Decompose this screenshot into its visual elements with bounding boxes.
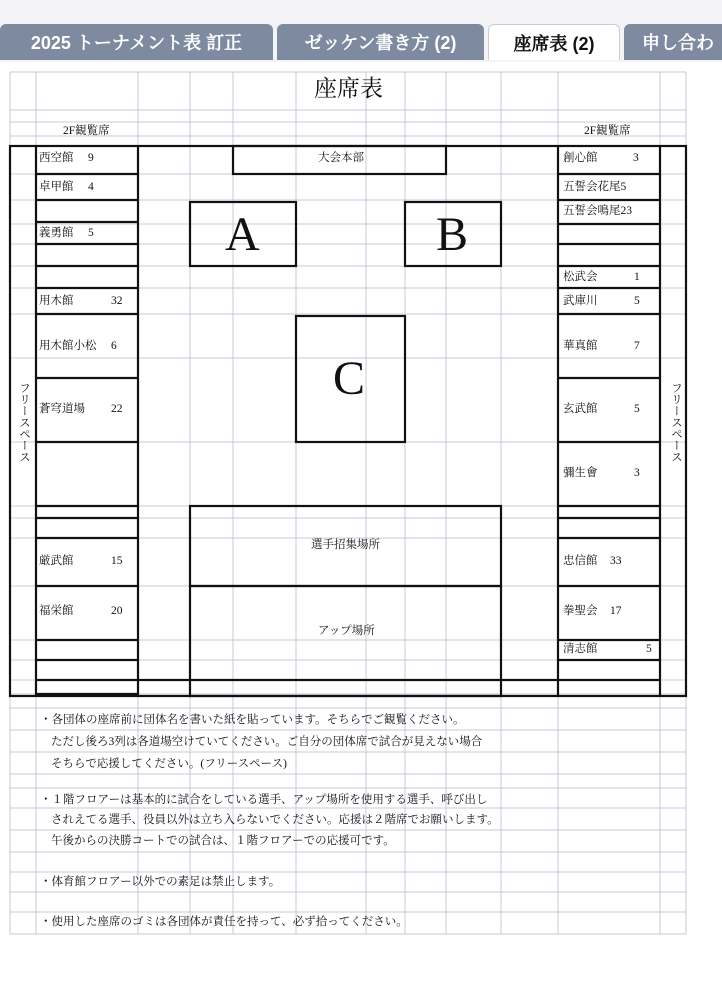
note-line: そちらで応援してください。(フリースペース) bbox=[51, 758, 287, 770]
left-club-name: 義勇館 bbox=[39, 227, 74, 239]
right-club-name: 武庫川 bbox=[563, 295, 598, 307]
right-club-count: 7 bbox=[634, 340, 640, 352]
court-a-label: A bbox=[225, 208, 260, 261]
left-club-count: 4 bbox=[88, 181, 94, 193]
sheet-title: 座席表 bbox=[314, 76, 383, 101]
right-club-count: 3 bbox=[634, 467, 640, 479]
free-space-label-right: フリースペース bbox=[670, 382, 682, 463]
player-gathering-area-label: 選手招集場所 bbox=[311, 539, 380, 551]
balcony-label-left: 2F観覧席 bbox=[63, 125, 110, 137]
right-club-name: 五誓会花尾5 bbox=[563, 181, 627, 193]
left-club-name: 用木館 bbox=[39, 295, 74, 307]
grid-and-layout-lines bbox=[0, 62, 722, 1000]
free-space-label-left: フリースペース bbox=[18, 382, 30, 463]
left-club-name: 福栄館 bbox=[39, 605, 74, 617]
left-club-name: 卓甲館 bbox=[39, 181, 74, 193]
right-club-name: 創心館 bbox=[563, 152, 598, 164]
left-club-count: 9 bbox=[88, 152, 94, 164]
right-club-count: 5 bbox=[634, 403, 640, 415]
balcony-label-right: 2F観覧席 bbox=[584, 125, 631, 137]
left-club-count: 22 bbox=[111, 403, 123, 415]
left-club-name: 蒼穹道場 bbox=[39, 403, 85, 415]
left-club-count: 15 bbox=[111, 555, 123, 567]
note-line: ・体育館フロアー以外での素足は禁止します。 bbox=[40, 876, 281, 888]
right-club-count: 1 bbox=[634, 271, 640, 283]
left-club-count: 20 bbox=[111, 605, 123, 617]
left-club-count: 5 bbox=[88, 227, 94, 239]
right-club-name: 玄武館 bbox=[563, 403, 598, 415]
note-line: ・使用した座席のゴミは各団体が責任を持って、必ず拾ってください。 bbox=[40, 916, 408, 928]
note-line: 午後からの決勝コートでの試合は、１階フロアーでの応援可です。 bbox=[51, 835, 395, 847]
left-club-name: 厳武館 bbox=[39, 555, 74, 567]
right-club-count: 3 bbox=[633, 152, 639, 164]
sheet-tab-bar bbox=[0, 0, 722, 62]
right-club-count: 17 bbox=[610, 605, 622, 617]
right-club-count: 5 bbox=[634, 295, 640, 307]
right-club-name: 松武会 bbox=[563, 271, 598, 283]
right-club-name: 華真館 bbox=[563, 340, 598, 352]
right-club-name: 五誓会鳴尾23 bbox=[563, 205, 632, 217]
right-club-name: 彌生會 bbox=[563, 467, 598, 479]
left-club-name: 西空館 bbox=[39, 152, 74, 164]
right-club-name: 清志館 bbox=[563, 643, 598, 655]
left-club-name: 用木館小松 bbox=[39, 340, 97, 352]
note-line: ・１階フロアーは基本的に試合をしている選手、アップ場所を使用する選手、呼び出し bbox=[40, 794, 488, 806]
warmup-area-label: アップ場所 bbox=[318, 625, 375, 637]
note-line: ただし後ろ3列は各道場空けていてください。ご自分の団体席で試合が見えない場合 bbox=[51, 736, 483, 748]
tab-tournament-correction[interactable]: 2025 トーナメント表 訂正 bbox=[0, 24, 273, 60]
left-club-count: 6 bbox=[111, 340, 117, 352]
right-club-count: 5 bbox=[646, 643, 652, 655]
tournament-hq-label: 大会本部 bbox=[318, 152, 364, 164]
tab-agreements[interactable]: 申し合わ bbox=[624, 24, 722, 60]
right-club-name: 拳聖会 bbox=[563, 605, 598, 617]
court-c-label: C bbox=[333, 352, 366, 405]
right-club-count: 33 bbox=[610, 555, 622, 567]
tab-seating-chart[interactable]: 座席表 (2) bbox=[488, 24, 620, 60]
tab-bib-instructions[interactable]: ゼッケン書き方 (2) bbox=[277, 24, 484, 60]
note-line: されえてる選手、役員以外は立ち入らないでください。応援は２階席でお願いします。 bbox=[51, 814, 499, 826]
court-b-label: B bbox=[436, 208, 469, 261]
left-club-count: 32 bbox=[111, 295, 123, 307]
spreadsheet-area bbox=[0, 62, 722, 1000]
right-club-name: 忠信館 bbox=[563, 555, 598, 567]
note-line: ・各団体の座席前に団体名を書いた紙を貼っています。そちらでご観覧ください。 bbox=[40, 714, 465, 726]
